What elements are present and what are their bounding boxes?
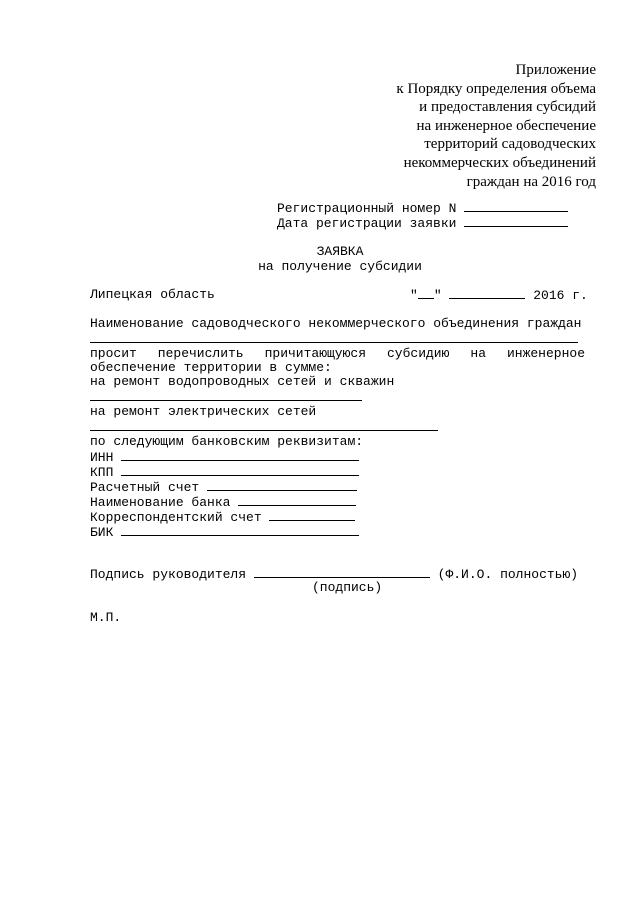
registration-date-label: Дата регистрации заявки	[277, 216, 457, 231]
bank-row-bik	[90, 524, 359, 541]
quote-close: "	[433, 288, 442, 303]
quote-open: "	[410, 288, 418, 303]
water-label: на ремонт водопроводных сетей и скважин	[90, 374, 395, 389]
registration-number-field[interactable]	[464, 200, 568, 212]
electric-amount-field[interactable]	[90, 430, 438, 431]
corr-account-field[interactable]	[269, 509, 355, 521]
account-field[interactable]	[207, 479, 357, 491]
signature-field[interactable]	[254, 566, 430, 578]
kpp-field[interactable]	[121, 464, 359, 476]
bank-intro: по следующим банковским реквизитам:	[90, 434, 364, 449]
bank-label-kpp: КПП	[90, 465, 114, 480]
registration-number-label: Регистрационный номер N	[277, 201, 457, 216]
signature-caption: (подпись)	[312, 580, 383, 595]
date-row	[410, 287, 588, 304]
bik-field[interactable]	[121, 524, 359, 536]
day-field[interactable]	[418, 287, 434, 299]
appendix-line: Приложение	[515, 62, 596, 78]
document-subtitle: на получение субсидии	[258, 259, 422, 274]
appendix-header	[396, 61, 596, 191]
region-label: Липецкая область	[90, 287, 215, 302]
month-field[interactable]	[449, 287, 525, 299]
appendix-line: граждан на 2016 год	[466, 173, 596, 190]
organization-label: Наименование садоводческого некоммерческого объединения граждан	[90, 316, 582, 331]
appendix-line: территорий садоводческих	[424, 136, 596, 153]
bank-label-bik: БИК	[90, 525, 114, 540]
inn-field[interactable]	[121, 449, 359, 461]
bank-label-corr-account: Корреспондентский счет	[90, 510, 262, 525]
request-line-2: обеспечение территории в сумме:	[90, 360, 332, 375]
registration-date-row	[277, 215, 568, 232]
document-title: ЗАЯВКА	[316, 244, 364, 259]
bank-label-inn: ИНН	[90, 450, 114, 465]
request-line-1: просит перечислить причитающуюся субсидию на инженерное	[90, 346, 585, 361]
bank-label-bank-name: Наименование банка	[90, 495, 231, 510]
water-amount-field[interactable]	[90, 400, 362, 401]
year-label: 2016 г.	[533, 288, 588, 303]
appendix-line: к Порядку определения объема	[396, 80, 596, 97]
stamp-label: М.П.	[90, 610, 122, 625]
electric-label: на ремонт электрических сетей	[90, 404, 317, 419]
appendix-line: на инженерное обеспечение	[416, 117, 596, 134]
fio-label: (Ф.И.О. полностью)	[437, 567, 579, 582]
organization-name-field[interactable]	[90, 342, 578, 343]
appendix-line: и предоставления субсидий	[419, 99, 596, 116]
bank-name-field[interactable]	[238, 494, 356, 506]
appendix-line: некоммерческих объединений	[403, 154, 596, 171]
bank-label-account: Расчетный счет	[90, 480, 200, 495]
registration-date-field[interactable]	[464, 215, 568, 227]
signature-label: Подпись руководителя	[90, 567, 247, 582]
